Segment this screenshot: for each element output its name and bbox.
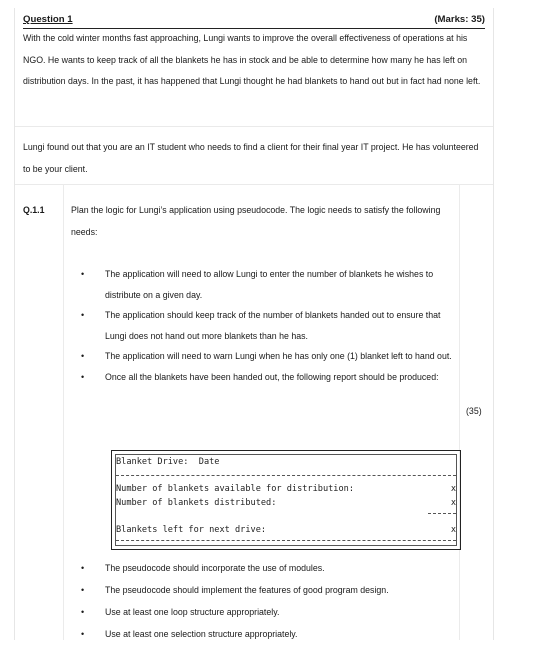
question-title: Question 1 [23,14,73,25]
question-number: Q.1.1 [23,205,45,215]
list-item [71,367,461,388]
report-title: Blanket Drive: Date [116,457,220,467]
bullet-icon: • [81,629,85,639]
need-text: The application should keep track of the number of blankets handed out to ensure that Lungi does not hand out more blankets than he has. [105,310,441,341]
needs-list [71,264,461,387]
bullet-icon: • [81,585,85,595]
report-value-left: x [450,525,456,535]
need-text: Once all the blankets have been handed out, the following report should be produced: [105,371,439,382]
intro-paragraph-1: With the cold winter months fast approaching, Lungi wants to improve the overall effectiveness of operations at his NGO. He wants to keep track of all the blankets he has in stock and be able to determine how many he has left on distribution days. In the past, it has happened that Lungi thought he had blankets to hand out but in fact had none left. [23,33,481,87]
requirement-text: Use at least one loop structure appropriately. [105,607,280,617]
need-text: The application will need to allow Lungi to enter the number of blankets he wishes to distribute on a given day. [105,269,434,300]
question-marks: (Marks: 35) [434,14,485,25]
report-value-available: x [450,484,456,494]
bullet-icon: • [81,310,85,320]
divider [15,184,493,185]
list-item [71,601,461,623]
column-divider [63,184,64,640]
list-item [71,346,461,367]
report-value-distributed: x [450,498,456,508]
report-separator [116,540,456,541]
bullet-icon: • [81,607,85,617]
list-item [71,579,461,601]
bullet-icon: • [81,269,85,279]
bullet-icon: • [81,563,85,573]
requirement-text: The pseudocode should incorporate the use of modules. [105,563,325,573]
report-row-available: Number of blankets available for distribution: [116,484,354,494]
report-row-left: Blankets left for next drive: [116,525,267,535]
intro-paragraph-2: Lungi found out that you are an IT student who needs to find a client for their final year IT project. He has volunteered to be your client. [23,142,479,174]
requirements-list [71,557,461,645]
list-item [71,557,461,579]
question-text: Plan the logic for Lungi’s application using pseudocode. The logic needs to satisfy the following needs: [71,205,441,237]
bullet-icon: • [81,371,85,382]
bullet-icon: • [81,351,85,361]
report-row-distributed: Number of blankets distributed: [116,498,277,508]
need-text: The application will need to warn Lungi when he has only one (1) blanket left to hand out. [105,351,452,361]
report-separator [428,513,456,514]
report-separator [116,475,456,476]
document-page [14,8,494,640]
report-sample-box [111,450,461,550]
divider [15,126,493,127]
list-item [71,264,461,305]
question-marks-value: (35) [466,406,482,416]
list-item [71,305,461,346]
requirement-text: Use at least one selection structure appropriately. [105,629,298,639]
question-header [23,12,485,29]
requirement-text: The pseudocode should implement the features of good program design. [105,585,389,595]
